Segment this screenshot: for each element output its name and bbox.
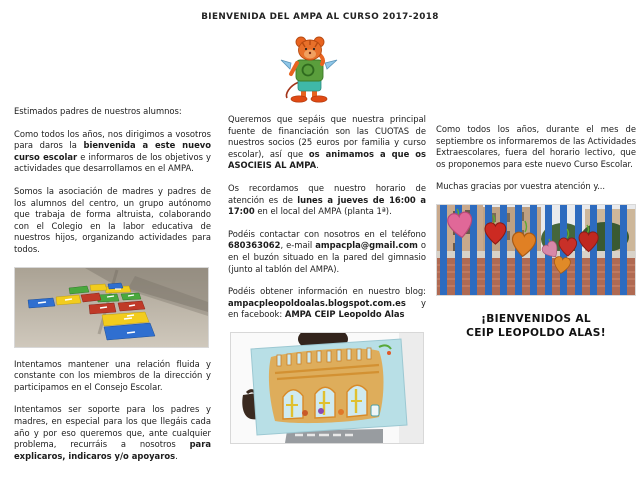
welcome-message <box>436 312 636 340</box>
drawn-figure <box>318 408 324 414</box>
drawn-figure <box>302 410 308 416</box>
tile-green <box>121 293 141 300</box>
tile-red <box>89 303 116 314</box>
tile-yellow <box>90 284 107 291</box>
drawn-mark <box>387 351 391 355</box>
drawn-bucket <box>371 405 379 416</box>
mascot-foot <box>291 96 307 102</box>
extracurricular-paragraph: Como todos los años, durante el mes de septiembre os informaremos de las Actividades Extraescolares, fuera del horario lectivo, que os proponemos para este nuevo Curso Escolar. <box>436 124 636 169</box>
drawn-figure <box>338 409 344 415</box>
hearts-on-fence-photo <box>436 204 636 296</box>
support-paragraph: Intentamos ser soporte para los padres y madres, en especial para los que llegáis cada año y por eso queremos que, ante cualquier problema, recurráis a nosotros para explicaros, indicaros y/o apoyaros. <box>14 404 211 461</box>
mascot-wing-left <box>281 60 291 69</box>
greeting-text: Estimados padres de nuestros alumnos: <box>14 106 182 116</box>
blog-paragraph: Podéis obtener información en nuestro blog: ampacpleopoldoalas.blogspot.com.es y en facebook: AMPA CEIP Leopoldo Alas <box>228 286 426 320</box>
contact-paragraph: Podéis contactar con nosotros en el teléfono 680363062, e-mail ampacpla@gmail.com o en el buzón situado en la pared del gimnasio (junto al tablón del AMPA). <box>228 228 426 274</box>
welcome-message-line2: CEIP LEOPOLDO ALAS! <box>466 326 606 339</box>
mascot-nose <box>309 52 311 54</box>
mascot-eye <box>305 48 307 50</box>
hearts-fence-photo-image <box>436 204 636 296</box>
thanks-paragraph: Muchas gracias por vuestra atención y... <box>436 181 606 192</box>
playground-hopscotch-photo <box>14 267 211 348</box>
relationship-paragraph: Intentamos mantener una relación fluida y constante con los miembros de la dirección y participamos en el Consejo Escolar. <box>14 358 211 392</box>
mascot-wing-right <box>325 60 337 69</box>
mascot-shirt <box>296 60 323 81</box>
hopscotch-photo-image <box>14 267 209 348</box>
left-column <box>14 106 211 473</box>
child-holding-drawing-photo <box>230 332 426 444</box>
tile-blue <box>108 283 123 289</box>
middle-column <box>228 114 426 444</box>
ampa-mascot-image <box>277 36 343 105</box>
association-paragraph: Somos la asociación de madres y padres de los alumnos del centro, un grupo autónomo que trabaja de forma altruista, colaborando con el Colegio en la labor educativa de nuestros hijos, organizando actividades para todos. <box>14 185 211 254</box>
funding-paragraph: Queremos que sepáis que nuestra principal fuente de financiación son las CUOTAS de nuestros socios (25 euros por familia y curso escolar), así que os animamos a que os ASOCIEIS AL AMPA. <box>228 114 426 171</box>
right-column <box>436 124 636 340</box>
mascot-foot <box>311 96 327 102</box>
mascot-eye <box>313 48 315 50</box>
intro-paragraph: Como todos los años, nos dirigimos a vosotros para daros la bienvenida a este nuevo curso escolar e informaros de los objetivos y actividades que desarrollamos en el AMPA. <box>14 128 211 174</box>
welcome-message-line1: ¡BIENVENIDOS AL <box>481 312 591 325</box>
schedule-paragraph: Os recordamos que nuestro horario de atención es de lunes a jueves de 16:00 a 17:00 en el local del AMPA (planta 1ª). <box>228 182 426 217</box>
page-title: BIENVENIDA DEL AMPA AL CURSO 2017-2018 <box>201 12 439 22</box>
child-drawing-photo-image <box>230 332 424 444</box>
